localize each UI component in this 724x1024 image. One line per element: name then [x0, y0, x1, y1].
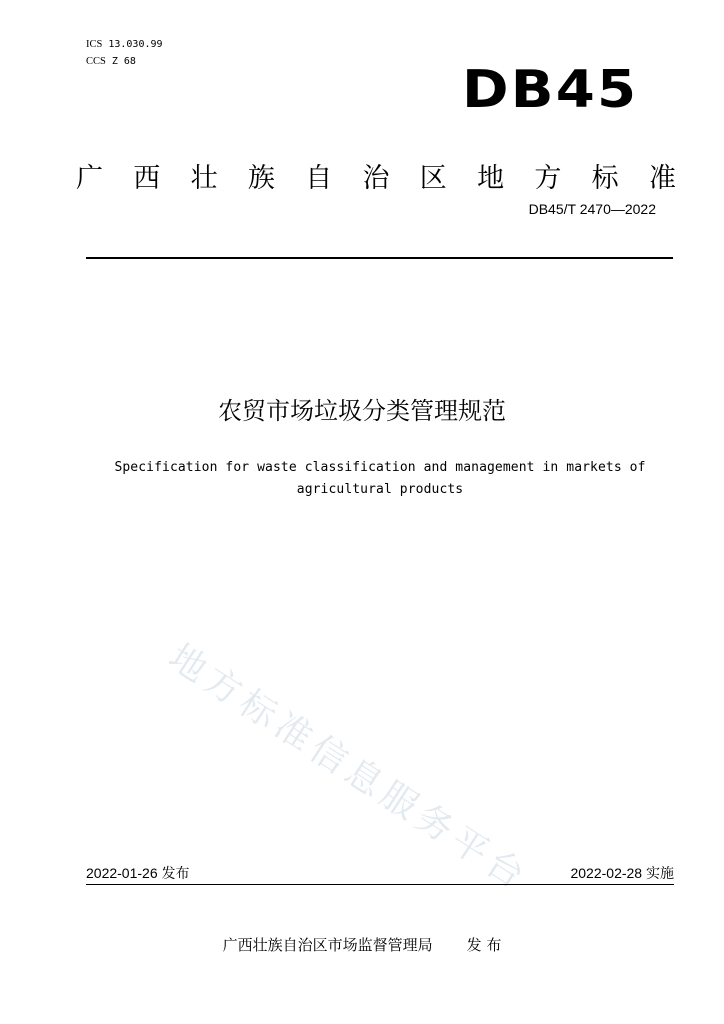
english-title-line-1: Specification for waste classification and management in markets of: [114, 460, 646, 475]
ics-value: 13.030.99: [108, 39, 163, 50]
standard-category-char: 方: [534, 163, 562, 194]
ics-code-row: [86, 36, 163, 53]
issue-date: 2022-01-26 发布: [86, 865, 190, 881]
publish-action: 发 布: [466, 936, 502, 954]
standard-category-title: [76, 160, 676, 198]
publisher-line: [0, 934, 724, 956]
standard-category-char: 族: [247, 163, 275, 194]
standard-category-char: 广: [76, 163, 103, 194]
ics-label: ICS: [86, 39, 103, 50]
standard-category-char: 治: [362, 163, 390, 194]
document-title-english: [80, 457, 680, 501]
standard-category-char: 壮: [190, 163, 218, 194]
standard-category-char: 地: [477, 163, 505, 194]
ccs-code-row: [86, 53, 163, 70]
ccs-label: CCS: [86, 56, 106, 67]
standard-number: DB45/T 2470—2022: [528, 201, 656, 217]
top-divider: [86, 257, 673, 259]
publisher-name: 广西壮族自治区市场监督管理局: [222, 936, 433, 954]
bottom-divider: [86, 884, 674, 885]
document-title-chinese: 农贸市场垃圾分类管理规范: [218, 397, 506, 425]
standard-category-char: 西: [133, 163, 161, 194]
standard-category-char: 区: [419, 163, 447, 194]
standard-category-char: 自: [305, 163, 333, 194]
watermark: 地方标准信息服务平台: [161, 636, 536, 900]
english-title-line-2: agricultural products: [296, 482, 464, 497]
standard-category-char: 准: [648, 163, 676, 194]
standard-category-char: 标: [591, 163, 619, 194]
ccs-value: Z 68: [111, 56, 136, 67]
db45-logo: DB45: [462, 60, 639, 120]
implementation-date: 2022-02-28 实施: [570, 865, 674, 881]
classification-codes: [86, 36, 163, 70]
